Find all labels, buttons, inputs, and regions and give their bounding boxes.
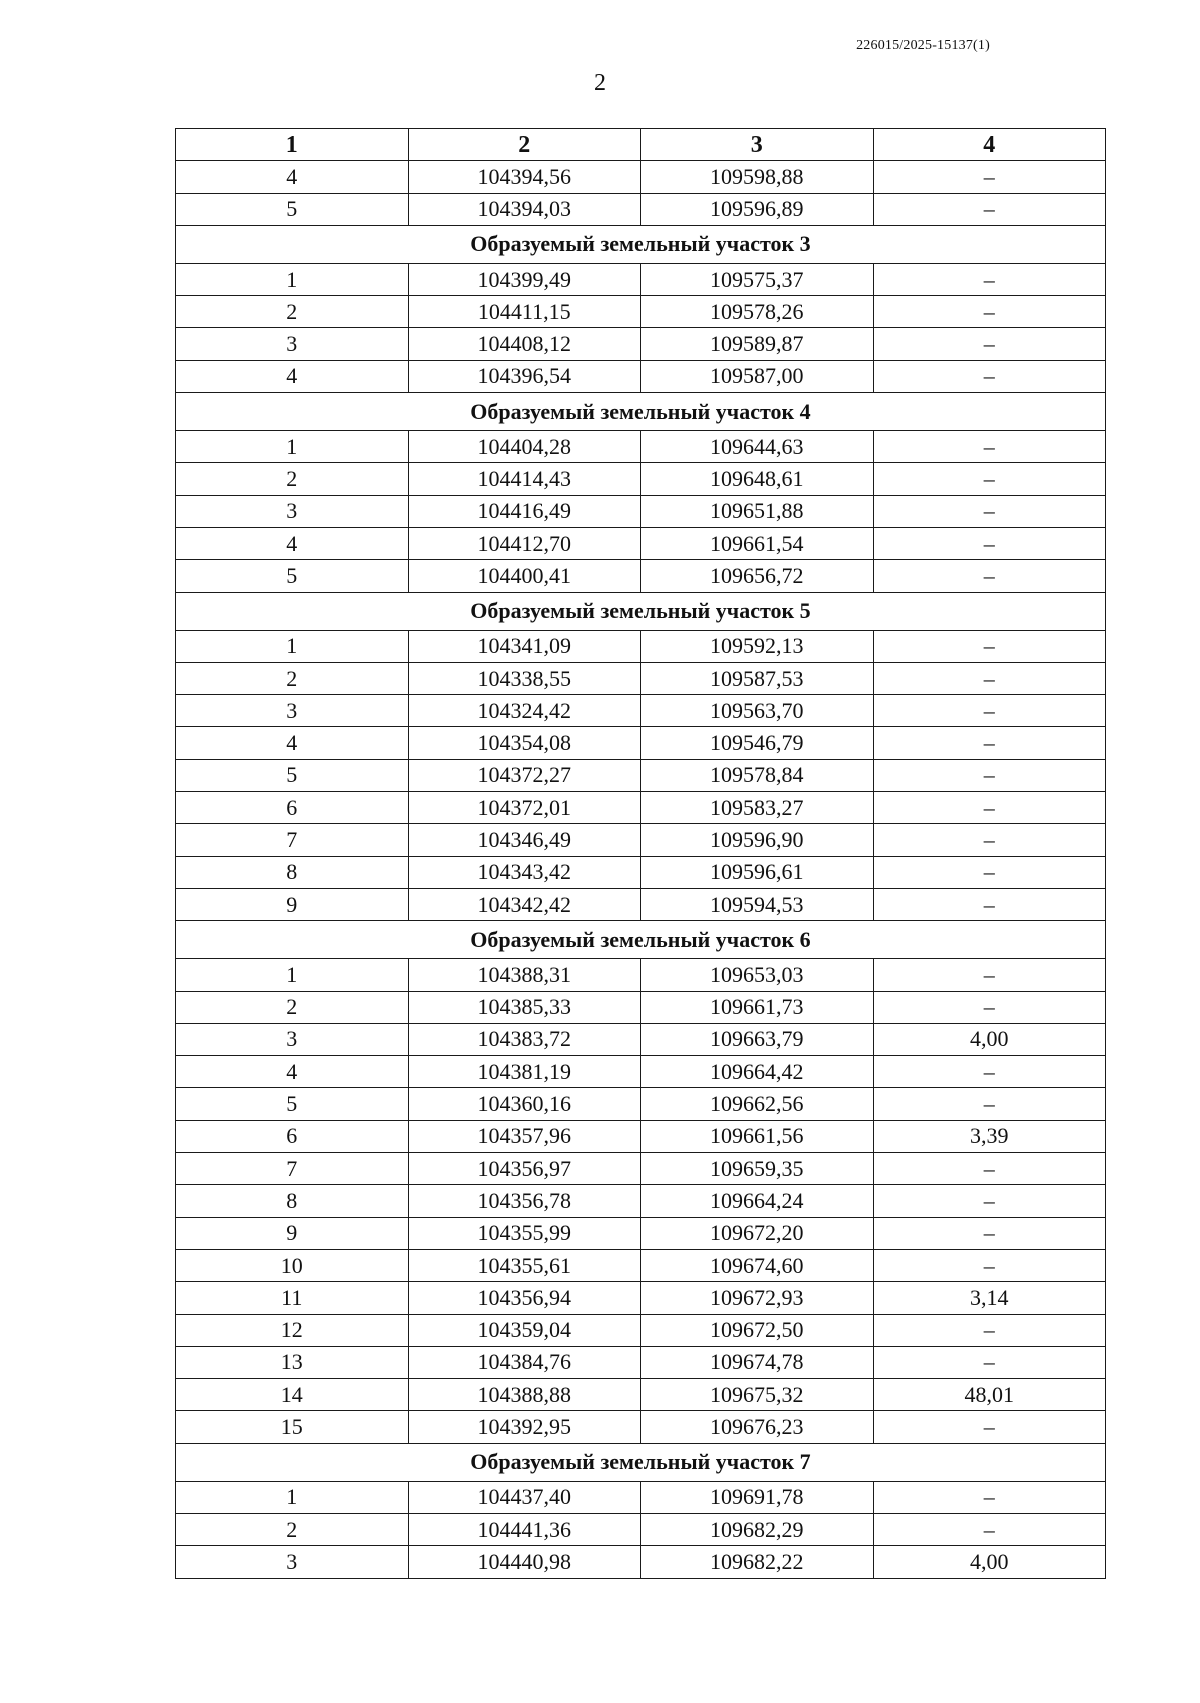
table-row (176, 792, 1106, 824)
table-cell: 104441,36 (408, 1513, 641, 1545)
table-cell: – (873, 727, 1106, 759)
table-row (176, 727, 1106, 759)
table-cell: 104388,31 (408, 959, 641, 991)
table-cell: 4 (176, 1056, 409, 1088)
table-cell: – (873, 662, 1106, 694)
table-row (176, 1023, 1106, 1055)
table-cell: 11 (176, 1282, 409, 1314)
table-cell: 4 (176, 527, 409, 559)
table-row (176, 1314, 1106, 1346)
column-header: 3 (641, 129, 874, 161)
table-cell: 4 (176, 360, 409, 392)
table-cell: 3,39 (873, 1120, 1106, 1152)
table-cell: – (873, 161, 1106, 193)
table-row (176, 1185, 1106, 1217)
table-row (176, 263, 1106, 295)
table-cell: – (873, 495, 1106, 527)
table-cell: 109661,56 (641, 1120, 874, 1152)
table-cell: 6 (176, 1120, 409, 1152)
table-cell: 109546,79 (641, 727, 874, 759)
table-cell: – (873, 888, 1106, 920)
table-cell: 4,00 (873, 1023, 1106, 1055)
column-header: 1 (176, 129, 409, 161)
table-row (176, 991, 1106, 1023)
table-row (176, 328, 1106, 360)
table-cell: 104357,96 (408, 1120, 641, 1152)
table-cell: 104408,12 (408, 328, 641, 360)
table-cell: 109664,24 (641, 1185, 874, 1217)
table-cell: 109691,78 (641, 1481, 874, 1513)
table-cell: 109583,27 (641, 792, 874, 824)
table-cell: 10 (176, 1249, 409, 1281)
table-cell: 109656,72 (641, 560, 874, 592)
table-cell: 2 (176, 296, 409, 328)
table-row (176, 1411, 1106, 1443)
table-cell: 109653,03 (641, 959, 874, 991)
document-number: 226015/2025-15137(1) (856, 38, 990, 53)
table-cell: 109675,32 (641, 1379, 874, 1411)
table-cell: – (873, 959, 1106, 991)
table-cell: 104359,04 (408, 1314, 641, 1346)
table-cell: 109672,50 (641, 1314, 874, 1346)
table-cell: 2 (176, 662, 409, 694)
table-row (176, 1120, 1106, 1152)
table-cell: 3 (176, 695, 409, 727)
table-cell: 6 (176, 792, 409, 824)
table-cell: 109674,78 (641, 1346, 874, 1378)
table-cell: – (873, 1346, 1106, 1378)
table-cell: 104385,33 (408, 991, 641, 1023)
table-cell: 1 (176, 263, 409, 295)
table-row (176, 527, 1106, 559)
table-cell: – (873, 296, 1106, 328)
table-cell: 109672,20 (641, 1217, 874, 1249)
table-cell: 104372,01 (408, 792, 641, 824)
table-cell: – (873, 328, 1106, 360)
table-row (176, 1056, 1106, 1088)
page-number: 2 (594, 70, 606, 96)
table-cell: 104416,49 (408, 495, 641, 527)
table-cell: – (873, 1056, 1106, 1088)
table-cell: 48,01 (873, 1379, 1106, 1411)
table-row (176, 463, 1106, 495)
table-cell: 109672,93 (641, 1282, 874, 1314)
table-cell: 5 (176, 759, 409, 791)
table-cell: 104338,55 (408, 662, 641, 694)
table-cell: 104341,09 (408, 630, 641, 662)
table-cell: 1 (176, 630, 409, 662)
table-cell: 8 (176, 856, 409, 888)
column-header: 2 (408, 129, 641, 161)
table-cell: 109596,90 (641, 824, 874, 856)
table-cell: 104404,28 (408, 431, 641, 463)
column-header: 4 (873, 129, 1106, 161)
table-cell: 109563,70 (641, 695, 874, 727)
table-cell: 104356,94 (408, 1282, 641, 1314)
table-cell: 3 (176, 328, 409, 360)
table-row (176, 431, 1106, 463)
table-cell: – (873, 630, 1106, 662)
table-cell: 109674,60 (641, 1249, 874, 1281)
table-row (176, 1346, 1106, 1378)
table-cell: 7 (176, 1153, 409, 1185)
table-cell: 109651,88 (641, 495, 874, 527)
table-cell: 109578,26 (641, 296, 874, 328)
table-cell: 104356,97 (408, 1153, 641, 1185)
table-row (176, 856, 1106, 888)
table-cell: 104356,78 (408, 1185, 641, 1217)
table-cell: 109659,35 (641, 1153, 874, 1185)
table-cell: 4 (176, 727, 409, 759)
table-cell: 109648,61 (641, 463, 874, 495)
table-cell: 109592,13 (641, 630, 874, 662)
table-cell: 109662,56 (641, 1088, 874, 1120)
table-cell: – (873, 856, 1106, 888)
table-cell: 104392,95 (408, 1411, 641, 1443)
table-row (176, 630, 1106, 662)
table-cell: 104372,27 (408, 759, 641, 791)
table-row (176, 1546, 1106, 1578)
table-cell: 104384,76 (408, 1346, 641, 1378)
table-cell: 1 (176, 1481, 409, 1513)
table-row (176, 824, 1106, 856)
table-cell: 104440,98 (408, 1546, 641, 1578)
table-cell: 2 (176, 463, 409, 495)
section-row (176, 1443, 1106, 1481)
table-cell: – (873, 263, 1106, 295)
table-row (176, 888, 1106, 920)
table-cell: 109598,88 (641, 161, 874, 193)
table-cell: 109682,22 (641, 1546, 874, 1578)
table-cell: 109596,89 (641, 193, 874, 225)
table-cell: – (873, 759, 1106, 791)
table-cell: – (873, 560, 1106, 592)
table-cell: – (873, 1088, 1106, 1120)
section-title: Образуемый земельный участок 3 (176, 225, 1106, 263)
table-cell: – (873, 1185, 1106, 1217)
table-cell: 104400,41 (408, 560, 641, 592)
table-cell: 104355,61 (408, 1249, 641, 1281)
table-cell: 104396,54 (408, 360, 641, 392)
table-cell: 104343,42 (408, 856, 641, 888)
table-cell: – (873, 463, 1106, 495)
table-cell: 1 (176, 959, 409, 991)
table-cell: 3,14 (873, 1282, 1106, 1314)
table-cell: 104412,70 (408, 527, 641, 559)
table-cell: 3 (176, 1546, 409, 1578)
table-cell: 104381,19 (408, 1056, 641, 1088)
table-cell: 109589,87 (641, 328, 874, 360)
table-cell: – (873, 792, 1106, 824)
table-cell: 109596,61 (641, 856, 874, 888)
table-cell: 109682,29 (641, 1513, 874, 1545)
table-cell: 109661,54 (641, 527, 874, 559)
section-row (176, 592, 1106, 630)
table-cell: – (873, 1153, 1106, 1185)
table-row (176, 360, 1106, 392)
table-cell: 104399,49 (408, 263, 641, 295)
table-cell: 104437,40 (408, 1481, 641, 1513)
table-row (176, 1153, 1106, 1185)
table-cell: 14 (176, 1379, 409, 1411)
table-row (176, 1282, 1106, 1314)
table-cell: 9 (176, 888, 409, 920)
table-row (176, 1379, 1106, 1411)
table-cell: 109587,00 (641, 360, 874, 392)
section-row (176, 393, 1106, 431)
table-row (176, 495, 1106, 527)
table-row (176, 560, 1106, 592)
table-cell: 2 (176, 1513, 409, 1545)
table-cell: – (873, 527, 1106, 559)
table-cell: – (873, 1513, 1106, 1545)
table-cell: – (873, 1411, 1106, 1443)
table-cell: 109676,23 (641, 1411, 874, 1443)
table-cell: 109664,42 (641, 1056, 874, 1088)
table-cell: – (873, 991, 1106, 1023)
table-cell: 4 (176, 161, 409, 193)
table-cell: 104388,88 (408, 1379, 641, 1411)
table-row (176, 161, 1106, 193)
table-cell: – (873, 1314, 1106, 1346)
table-cell: 109594,53 (641, 888, 874, 920)
table-cell: 15 (176, 1411, 409, 1443)
table-cell: 5 (176, 1088, 409, 1120)
table-cell: – (873, 1217, 1106, 1249)
table-cell: 8 (176, 1185, 409, 1217)
table-cell: 104346,49 (408, 824, 641, 856)
table-cell: – (873, 360, 1106, 392)
table-cell: 104324,42 (408, 695, 641, 727)
table-cell: 7 (176, 824, 409, 856)
table-cell: 104342,42 (408, 888, 641, 920)
table-row (176, 1481, 1106, 1513)
table-cell: – (873, 193, 1106, 225)
table-cell: 104355,99 (408, 1217, 641, 1249)
table-cell: 4,00 (873, 1546, 1106, 1578)
table-cell: 109575,37 (641, 263, 874, 295)
table-cell: – (873, 1249, 1106, 1281)
table-cell: 1 (176, 431, 409, 463)
table-row (176, 1249, 1106, 1281)
table-cell: 104414,43 (408, 463, 641, 495)
table-cell: 104354,08 (408, 727, 641, 759)
table-cell: 109661,73 (641, 991, 874, 1023)
table-cell: 109663,79 (641, 1023, 874, 1055)
table-row (176, 193, 1106, 225)
section-row (176, 921, 1106, 959)
table-cell: 3 (176, 1023, 409, 1055)
table-cell: 5 (176, 193, 409, 225)
section-title: Образуемый земельный участок 6 (176, 921, 1106, 959)
table-cell: 13 (176, 1346, 409, 1378)
table-row (176, 662, 1106, 694)
table-cell: 104394,03 (408, 193, 641, 225)
table-cell: – (873, 695, 1106, 727)
table-cell: 5 (176, 560, 409, 592)
table-body (176, 161, 1106, 1578)
section-title: Образуемый земельный участок 5 (176, 592, 1106, 630)
table-row (176, 959, 1106, 991)
section-title: Образуемый земельный участок 7 (176, 1443, 1106, 1481)
table-cell: – (873, 1481, 1106, 1513)
table-cell: 109644,63 (641, 431, 874, 463)
section-row (176, 225, 1106, 263)
coordinates-table (175, 128, 1106, 1579)
table-cell: 104360,16 (408, 1088, 641, 1120)
table-row (176, 759, 1106, 791)
table-cell: 9 (176, 1217, 409, 1249)
table-cell: – (873, 431, 1106, 463)
table-cell: 109578,84 (641, 759, 874, 791)
table-row (176, 296, 1106, 328)
table-cell: 109587,53 (641, 662, 874, 694)
table-cell: 2 (176, 991, 409, 1023)
table-row (176, 1513, 1106, 1545)
table-cell: 104394,56 (408, 161, 641, 193)
table-cell: – (873, 824, 1106, 856)
table-row (176, 1088, 1106, 1120)
section-title: Образуемый земельный участок 4 (176, 393, 1106, 431)
table-row (176, 1217, 1106, 1249)
table-row (176, 695, 1106, 727)
table-cell: 3 (176, 495, 409, 527)
table-cell: 12 (176, 1314, 409, 1346)
table-cell: 104411,15 (408, 296, 641, 328)
table-cell: 104383,72 (408, 1023, 641, 1055)
table-header-row (176, 129, 1106, 161)
